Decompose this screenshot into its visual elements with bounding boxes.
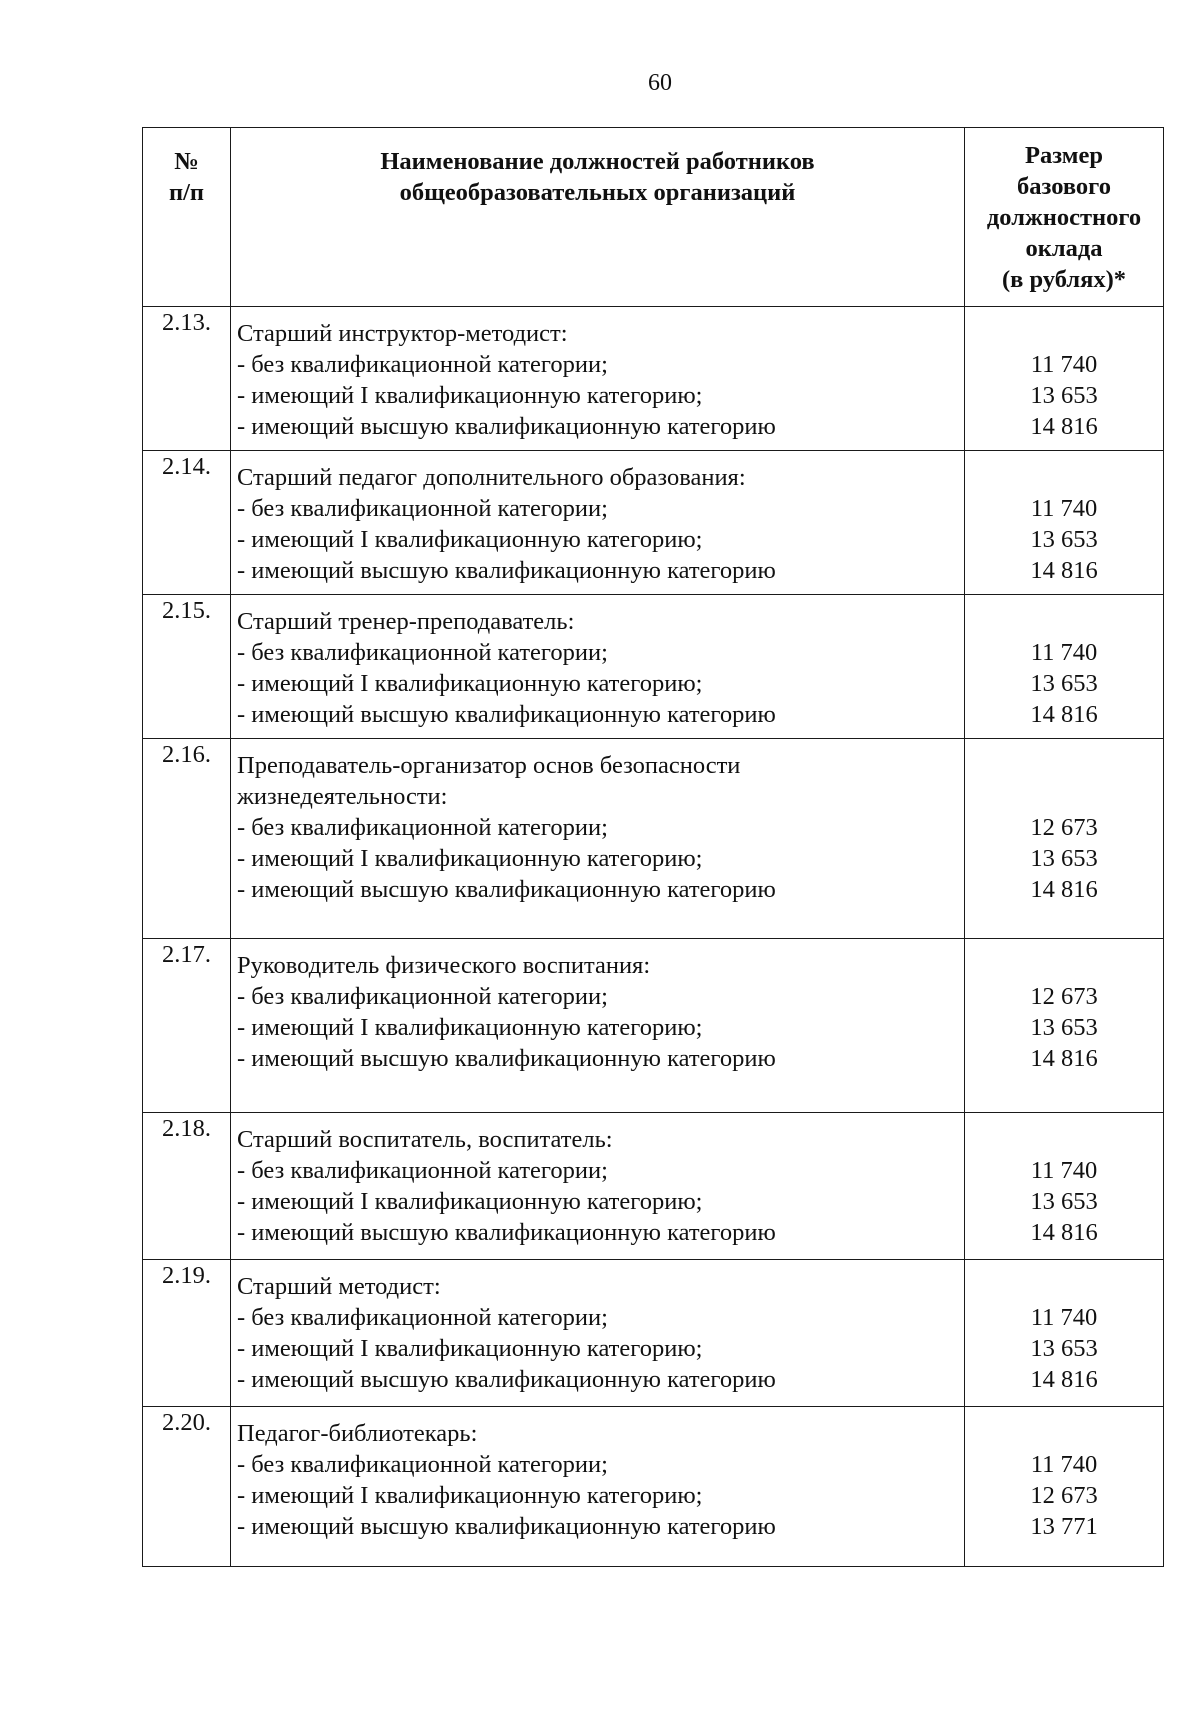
header-name-line: Наименование должностей работников <box>380 148 815 175</box>
category-item: - имеющий высшую квалификационную категорию <box>237 413 776 440</box>
position-title: Старший методист: <box>237 1273 441 1300</box>
row-number-text: 2.18. <box>162 1115 211 1142</box>
position-title: Преподаватель-организатор основ безопасности <box>237 752 741 779</box>
salary-cell <box>965 1407 1164 1567</box>
position-cell <box>231 1407 965 1567</box>
position-cell <box>231 1260 965 1407</box>
header-name <box>231 128 965 307</box>
position-title: Руководитель физического воспитания: <box>237 952 651 979</box>
position-title: жизнедеятельности: <box>237 783 448 810</box>
salary-value: 13 653 <box>1030 382 1098 409</box>
header-num <box>143 128 231 307</box>
salary-cell <box>965 451 1164 595</box>
row-number <box>143 1113 231 1260</box>
row-number <box>143 595 231 739</box>
category-item: - имеющий высшую квалификационную категорию <box>237 1366 776 1393</box>
salary-value: 12 673 <box>1030 983 1098 1010</box>
table-row <box>143 595 1164 739</box>
position-title: Старший воспитатель, воспитатель: <box>237 1126 613 1153</box>
header-salary-line: оклада <box>1025 235 1103 262</box>
category-item: - имеющий I квалификационную категорию; <box>237 1188 703 1215</box>
salary-cell <box>965 1113 1164 1260</box>
salary-value: 14 816 <box>1030 876 1098 903</box>
position-cell <box>231 939 965 1113</box>
salary-value: 11 740 <box>1030 351 1098 378</box>
salary-value: 12 673 <box>1030 1482 1098 1509</box>
salary-value: 14 816 <box>1030 1219 1098 1246</box>
header-num-line: п/п <box>168 179 205 206</box>
table-row <box>143 1113 1164 1260</box>
category-item: - имеющий высшую квалификационную категорию <box>237 1513 776 1540</box>
salary-cell <box>965 1260 1164 1407</box>
row-number <box>143 1407 231 1567</box>
header-salary-line: базового <box>1017 173 1111 200</box>
position-cell <box>231 307 965 451</box>
table-row <box>143 451 1164 595</box>
header-salary-line: (в рублях)* <box>1001 266 1127 293</box>
category-item: - без квалификационной категории; <box>237 639 608 666</box>
position-cell <box>231 739 965 939</box>
row-number-text: 2.14. <box>162 453 211 480</box>
salary-value: 13 653 <box>1030 845 1098 872</box>
row-number <box>143 939 231 1113</box>
salary-value: 14 816 <box>1030 557 1098 584</box>
position-cell <box>231 451 965 595</box>
category-item: - имеющий I квалификационную категорию; <box>237 670 703 697</box>
table-row <box>143 307 1164 451</box>
page-number: 60 <box>648 70 672 96</box>
category-item: - имеющий I квалификационную категорию; <box>237 1482 703 1509</box>
salary-value: 14 816 <box>1030 701 1098 728</box>
row-number <box>143 739 231 939</box>
category-item: - имеющий высшую квалификационную категорию <box>237 701 776 728</box>
salary-value: 14 816 <box>1030 413 1098 440</box>
category-item: - имеющий высшую квалификационную категорию <box>237 1045 776 1072</box>
position-title: Старший тренер-преподаватель: <box>237 608 575 635</box>
category-item: - без квалификационной категории; <box>237 495 608 522</box>
header-salary <box>965 128 1164 307</box>
header-name-line: общеобразовательных организаций <box>399 179 796 206</box>
salary-value: 12 673 <box>1030 814 1098 841</box>
salary-table <box>142 127 1164 1567</box>
category-item: - имеющий I квалификационную категорию; <box>237 845 703 872</box>
salary-value: 11 740 <box>1030 495 1098 522</box>
salary-value: 11 740 <box>1030 1451 1098 1478</box>
row-number <box>143 1260 231 1407</box>
salary-value: 14 816 <box>1030 1045 1098 1072</box>
position-title: Старший педагог дополнительного образования: <box>237 464 746 491</box>
position-title: Старший инструктор-методист: <box>237 320 568 347</box>
table-row <box>143 739 1164 939</box>
row-number-text: 2.17. <box>162 941 211 968</box>
salary-value: 13 653 <box>1030 670 1098 697</box>
header-salary-line: должностного <box>986 204 1142 231</box>
category-item: - имеющий I квалификационную категорию; <box>237 1335 703 1362</box>
salary-value: 13 653 <box>1030 1335 1098 1362</box>
salary-cell <box>965 939 1164 1113</box>
category-item: - имеющий I квалификационную категорию; <box>237 526 703 553</box>
row-number-text: 2.13. <box>162 309 211 336</box>
category-item: - имеющий I квалификационную категорию; <box>237 382 703 409</box>
header-salary-line: Размер <box>1025 142 1103 169</box>
row-number-text: 2.16. <box>162 741 211 768</box>
category-item: - без квалификационной категории; <box>237 1304 608 1331</box>
salary-value: 11 740 <box>1030 639 1098 666</box>
category-item: - без квалификационной категории; <box>237 1157 608 1184</box>
salary-cell <box>965 739 1164 939</box>
salary-value: 11 740 <box>1030 1304 1098 1331</box>
table-row <box>143 1260 1164 1407</box>
salary-value: 11 740 <box>1030 1157 1098 1184</box>
row-number-text: 2.20. <box>162 1409 211 1436</box>
category-item: - без квалификационной категории; <box>237 1451 608 1478</box>
row-number <box>143 307 231 451</box>
category-item: - без квалификационной категории; <box>237 351 608 378</box>
table-row <box>143 1407 1164 1567</box>
position-title: Педагог-библиотекарь: <box>237 1420 478 1447</box>
position-cell <box>231 595 965 739</box>
row-number-text: 2.15. <box>162 597 211 624</box>
row-number-text: 2.19. <box>162 1262 211 1289</box>
position-cell <box>231 1113 965 1260</box>
salary-cell <box>965 595 1164 739</box>
category-item: - без квалификационной категории; <box>237 983 608 1010</box>
category-item: - без квалификационной категории; <box>237 814 608 841</box>
salary-value: 13 653 <box>1030 1014 1098 1041</box>
salary-value: 13 653 <box>1030 526 1098 553</box>
header-row <box>143 128 1164 307</box>
salary-value: 14 816 <box>1030 1366 1098 1393</box>
row-number <box>143 451 231 595</box>
salary-value: 13 653 <box>1030 1188 1098 1215</box>
salary-value: 13 771 <box>1030 1513 1098 1540</box>
salary-cell <box>965 307 1164 451</box>
category-item: - имеющий высшую квалификационную категорию <box>237 1219 776 1246</box>
table-row <box>143 939 1164 1113</box>
category-item: - имеющий высшую квалификационную категорию <box>237 557 776 584</box>
header-num-line: № <box>174 148 199 175</box>
category-item: - имеющий I квалификационную категорию; <box>237 1014 703 1041</box>
category-item: - имеющий высшую квалификационную категорию <box>237 876 776 903</box>
